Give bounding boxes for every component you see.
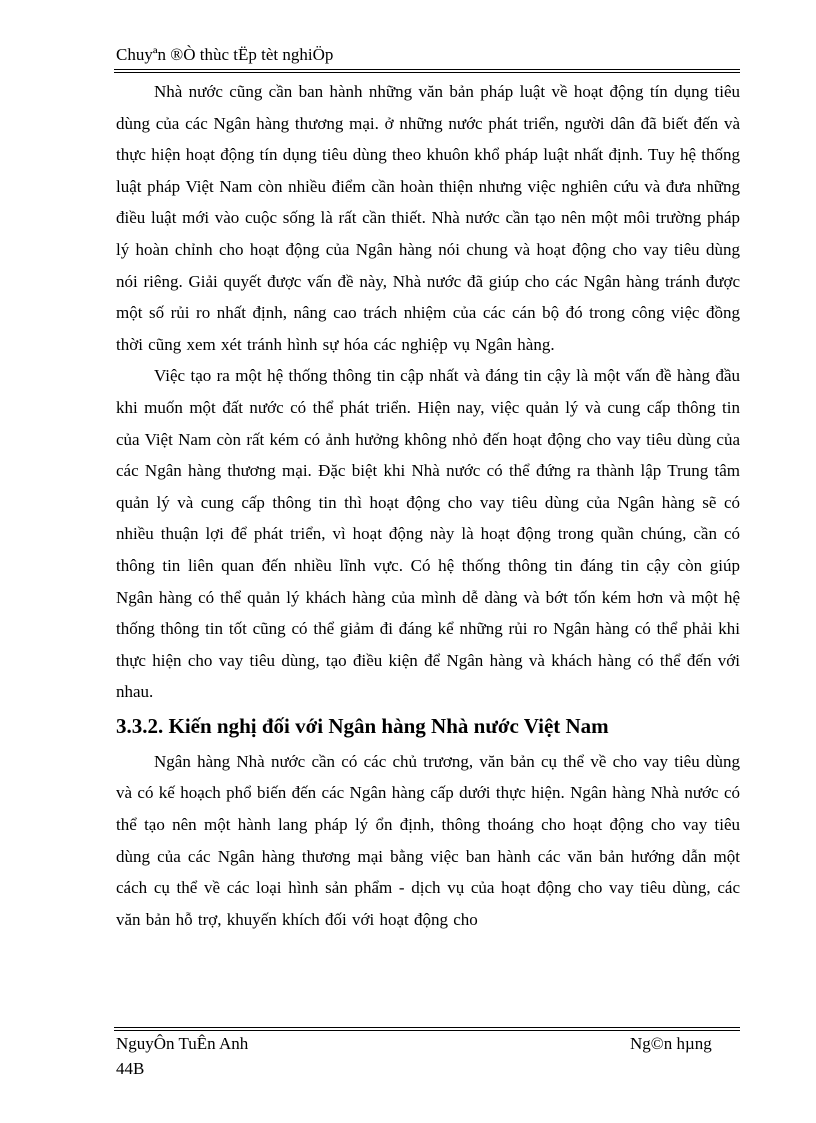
paragraph: Nhà nước cũng cần ban hành những văn bản pháp luật về hoạt động tín dụng tiêu dùng của các Ngân hàng thương mại. ở những nước phát triển, người dân đã biết đến và thực hiện hoạt động tín dụng tiêu dùng theo khuôn khổ pháp luật nhất định. Tuy hệ thống luật pháp Việt Nam còn nhiều điểm cần hoàn thiện nhưng việc nghiên cứu và đưa những điều luật mới vào cuộc sống là rất cần thiết. Nhà nước cần tạo nên một môi trường pháp lý hoàn chỉnh cho hoạt động của Ngân hàng nói chung và hoạt động cho vay tiêu dùng nói riêng. Giải quyết được vấn đề này, Nhà nước đã giúp cho các Ngân hàng tránh được một số rủi ro nhất định, nâng cao trách nhiệm của các cán bộ đó trong công việc đồng thời cũng xem xét tránh hình sự hóa các nghiệp vụ Ngân hàng. xyxy=(116,82,741,354)
document-body xyxy=(116,76,740,935)
page-header-title: Chuyªn ®Ò thùc tËp tèt nghiÖp xyxy=(116,45,334,64)
footer-major: Ng©n hµng xyxy=(630,1034,712,1053)
footer-author: NguyÔn TuÊn Anh xyxy=(116,1034,249,1053)
paragraph: Việc tạo ra một hệ thống thông tin cập nhất và đáng tin cậy là một vấn đề hàng đầu khi muốn một đất nước có thể phát triển. Hiện nay, việc quản lý và cung cấp thông tin của Việt Nam còn rất kém có ảnh hưởng không nhỏ đến hoạt động cho vay tiêu dùng của các Ngân hàng thương mại. Đặc biệt khi Nhà nước có thể đứng ra thành lập Trung tâm quản lý và cung cấp thông tin thì hoạt động cho vay tiêu dùng của Ngân hàng sẽ có nhiều thuận lợi để phát triển, vì hoạt động này là hoạt động trong quần chúng, cần có thông tin liên quan đến nhiều lĩnh vực. Có hệ thống thông tin đáng tin cậy còn giúp Ngân hàng có thể quản lý khách hàng của mình dễ dàng và bớt tốn kém hơn và một hệ thống thông tin tốt cũng có thể giảm đi đáng kể những rủi ro Ngân hàng có thể phải khi thực hiện cho vay tiêu dùng, tạo điều kiện để Ngân hàng và khách hàng có thể đến với nhau. xyxy=(116,366,740,702)
footer-class: 44B xyxy=(116,1059,145,1078)
section-heading: 3.3.2. Kiến nghị đối với Ngân hàng Nhà nước Việt Nam xyxy=(116,713,609,738)
footer-divider xyxy=(114,1027,740,1031)
paragraph: Ngân hàng Nhà nước cần có các chủ trương, văn bản cụ thể về cho vay tiêu dùng và có kế hoạch phổ biến đến các Ngân hàng cấp dưới thực hiện. Ngân hàng Nhà nước có thể tạo nên một hành lang pháp lý ổn định, thông thoáng cho hoạt động cho vay tiêu dùng của các Ngân hàng thương mại bằng việc ban hành các văn bản hướng dẫn một cách cụ thể về các loại hình sản phẩm - dịch vụ của hoạt động cho vay tiêu dùng, các văn bản hỗ trợ, khuyến khích đối với hoạt động cho xyxy=(116,751,740,929)
header-divider xyxy=(114,69,740,73)
